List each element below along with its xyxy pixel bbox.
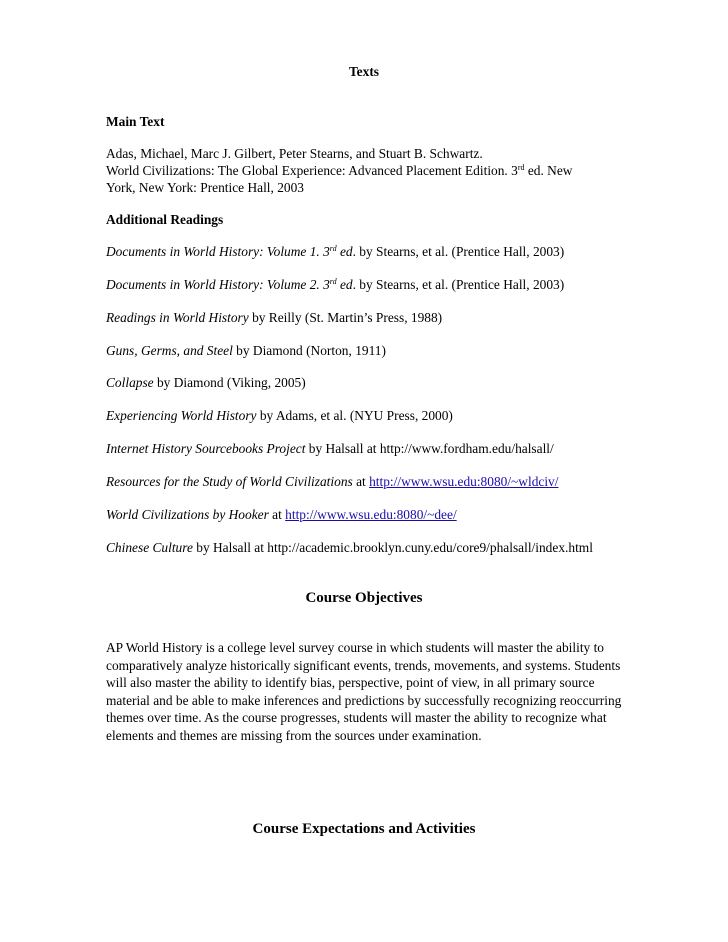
objectives-paragraph: AP World History is a college level survey course in which students will master the ability to comparatively analyze historically significant events, trends, movements, and systems. Students will also master the ability to identify bias, perspective, point of view, in all primary source material and be able to make inferences and predictions by successfully recognizing reoccurring themes over time. As the course progresses, students will master the ability to recognize what elements and themes are missing from the sources under examination. [106,640,622,743]
main-text-title-b: ed. New [524,163,573,178]
reading-rest: by Reilly (St. Martin’s Press, 1988) [248,310,443,325]
reading-rest: by Diamond (Viking, 2005) [153,375,306,390]
main-text-title-line2: York, New York: Prentice Hall, 2003 [106,180,305,195]
reading-title: Chinese Culture [106,540,193,555]
reading-item [106,539,593,556]
reading-title: Internet History Sourcebooks Project [106,441,306,456]
reading-title-b: ed [336,244,353,259]
reading-rest: by Halsall at http://www.fordham.edu/halsall/ [305,441,554,456]
reading-item [106,276,564,293]
reading-rest: . by Stearns, et al. (Prentice Hall, 2003) [352,277,565,292]
main-text-title-line1 [106,162,572,179]
main-text-label: Main Text [106,114,165,129]
reading-rest: at [352,474,370,489]
reading-title: Collapse [106,375,154,390]
additional-readings-label: Additional Readings [106,212,224,227]
reading-title-b: ed [336,277,353,292]
main-text-title-a: World Civilizations: The Global Experience: Advanced Placement Edition. 3 [106,163,518,178]
expectations-heading: Course Expectations and Activities [252,821,476,837]
reading-rest: . by Stearns, et al. (Prentice Hall, 2003) [352,244,565,259]
reading-item [106,309,442,326]
reading-title-sup: rd [329,244,337,253]
reading-title: Readings in World History [106,310,249,325]
reading-title: Resources for the Study of World Civilizations [106,474,353,489]
reading-item [106,243,564,260]
reading-item [106,473,558,490]
reading-title: Documents in World History: Volume 1. 3 [106,244,330,259]
reading-rest: by Adams, et al. (NYU Press, 2000) [256,408,453,423]
reading-title: Documents in World History: Volume 2. 3 [106,277,330,292]
reading-title: Guns, Germs, and Steel [106,343,233,358]
reading-item [106,374,306,391]
reading-title-sup: rd [329,277,337,286]
texts-heading: Texts [348,64,379,79]
reading-item [106,440,554,457]
reading-rest: by Halsall at http://academic.brooklyn.cuny.edu/core9/phalsall/index.html [192,540,593,555]
reading-item [106,342,386,359]
wldciv-link[interactable]: http://www.wsu.edu:8080/~wldciv/ [369,474,559,489]
dee-link[interactable]: http://www.wsu.edu:8080/~dee/ [285,507,457,522]
reading-rest: by Diamond (Norton, 1911) [232,343,386,358]
reading-rest: at [268,507,286,522]
main-text-title-sup: rd [517,163,525,172]
reading-item [106,506,457,523]
reading-title: World Civilizations by Hooker [106,507,269,522]
reading-title: Experiencing World History [106,408,257,423]
objectives-heading: Course Objectives [305,590,423,606]
main-text-authors: Adas, Michael, Marc J. Gilbert, Peter Stearns, and Stuart B. Schwartz. [106,146,483,161]
reading-item [106,407,453,424]
